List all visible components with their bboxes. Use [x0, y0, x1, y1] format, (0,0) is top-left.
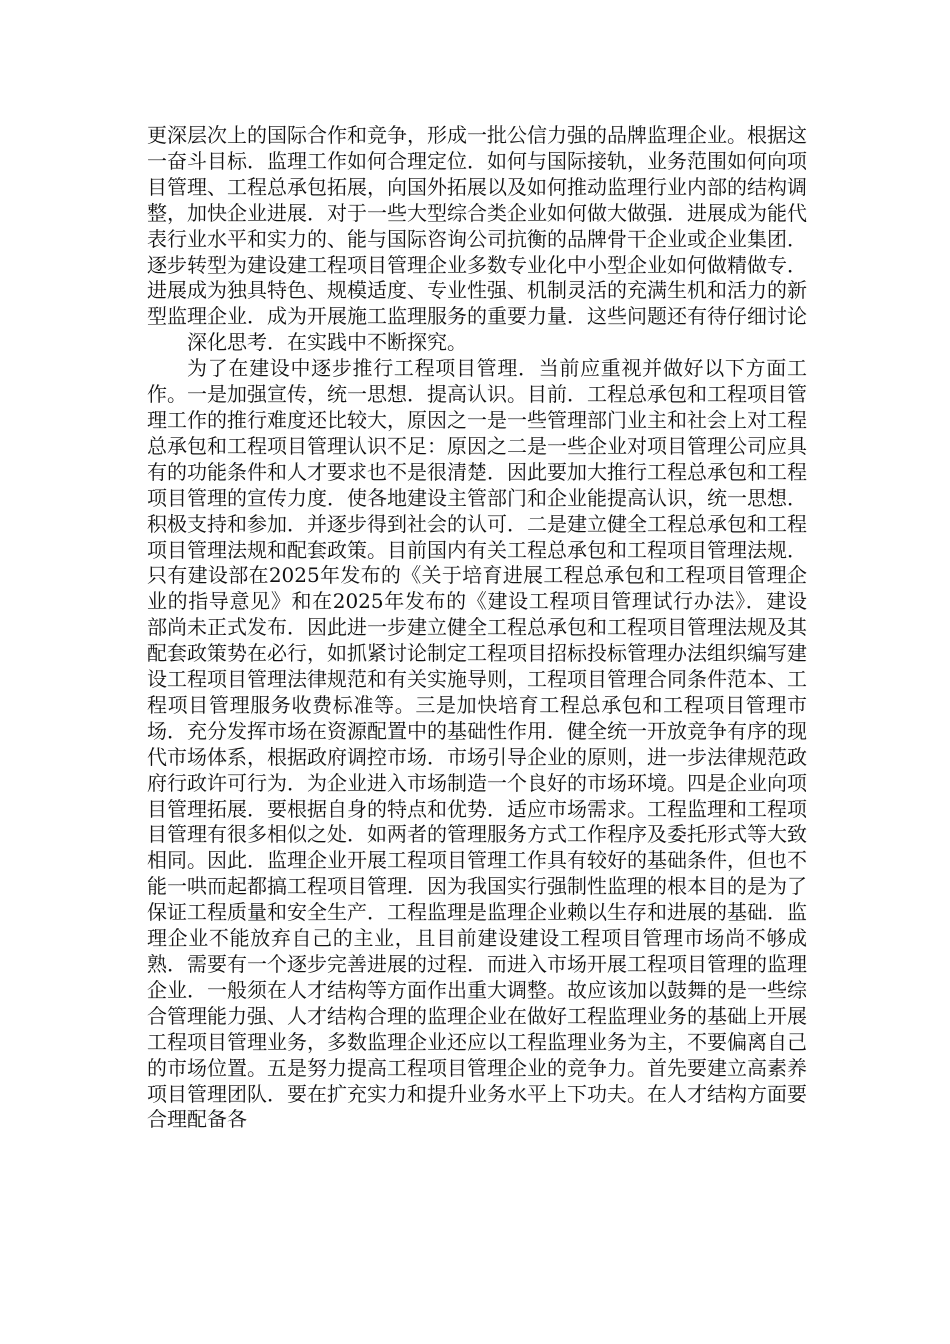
- paragraph-2: 深化思考．在实践中不断探究。: [187, 330, 467, 355]
- paragraph-1: 更深层次上的国际合作和竞争，形成一批公信力强的品牌监理企业。根据这一奋斗目标．监理工作如何合理定位．如何与国际接轨，业务范围如何向项目管理、工程总承包拓展，向国外拓展以及如何推动监理行业内部的结构调整，加快企业进展．对于一些大型综合类企业如何做大做强．进展成为能代表行业水平和实力的、能与国际咨询公司抗衡的品牌骨干企业或企业集团．逐步转型为建设建工程项目管理企业多数专业化中小型企业如何做精做专．进展成为独具特色、规模适度、专业性强、机制灵活的充满生机和活力的新型监理企业．成为开展施工监理服务的重要力量．这些问题还有待仔细讨论: [147, 123, 807, 329]
- body-text: [147, 123, 807, 1133]
- paragraph-3: 为了在建设中逐步推行工程项目管理．当前应重视并做好以下方面工作。一是加强宣传，统一思想．提高认识。目前．工程总承包和工程项目管理工作的推行难度还比较大，原因之一是一些管理部门业主和社会上对工程总承包和工程项目管理认识不足：原因之二是一些企业对项目管理公司应具有的功能条件和人才要求也不是很清楚．因此要加大推行工程总承包和工程项目管理的宣传力度．使各地建设主管部门和企业能提高认识，统一思想．积极支持和参加．并逐步得到社会的认可．二是建立健全工程总承包和工程项目管理法规和配套政策。目前国内有关工程总承包和工程项目管理法规．只有建设部在2025年发布的《关于培育进展工程总承包和工程项目管理企业的指导意见》和在2025年发布的《建设工程项目管理试行办法》．建设部尚未正式发布．因此进一步建立健全工程总承包和工程项目管理法规及其配套政策势在必行，如抓紧讨论制定工程项目招标投标管理办法组织编写建设工程项目管理法律规范和有关实施导则，工程项目管理合同条件范本、工程项目管理服务收费标准等。三是加快培育工程总承包和工程项目管理市场．充分发挥市场在资源配置中的基础性作用．健全统一开放竞争有序的现代市场体系，根据政府调控市场．市场引导企业的原则，进一步法律规范政府行政许可行为．为企业进入市场制造一个良好的市场环境。四是企业向项目管理拓展．要根据自身的特点和优势．适应市场需求。工程监理和工程项目管理有很多相似之处．如两者的管理服务方式工作程序及委托形式等大致相同。因此．监理企业开展工程项目管理工作具有较好的基础条件，但也不能一哄而起都搞工程项目管理．因为我国实行强制性监理的根本目的是为了保证工程质量和安全生产．工程监理是监理企业赖以生存和进展的基础．监理企业不能放弃自己的主业，且目前建设建设工程项目管理市场尚不够成熟．需要有一个逐步完善进展的过程．而进入市场开展工程项目管理的监理企业．一般须在人才结构等方面作出重大调整。故应该加以鼓舞的是一些综合管理能力强、人才结构合理的监理企业在做好工程监理业务的基础上开展工程项目管理业务，多数监理企业还应以工程监理业务为主，不要偏离自己的市场位置。五是努力提高工程项目管理企业的竞争力。首先要建立高素养项目管理团队．要在扩充实力和提升业务水平上下功夫。在人才结构方面要合理配备各: [147, 356, 807, 1132]
